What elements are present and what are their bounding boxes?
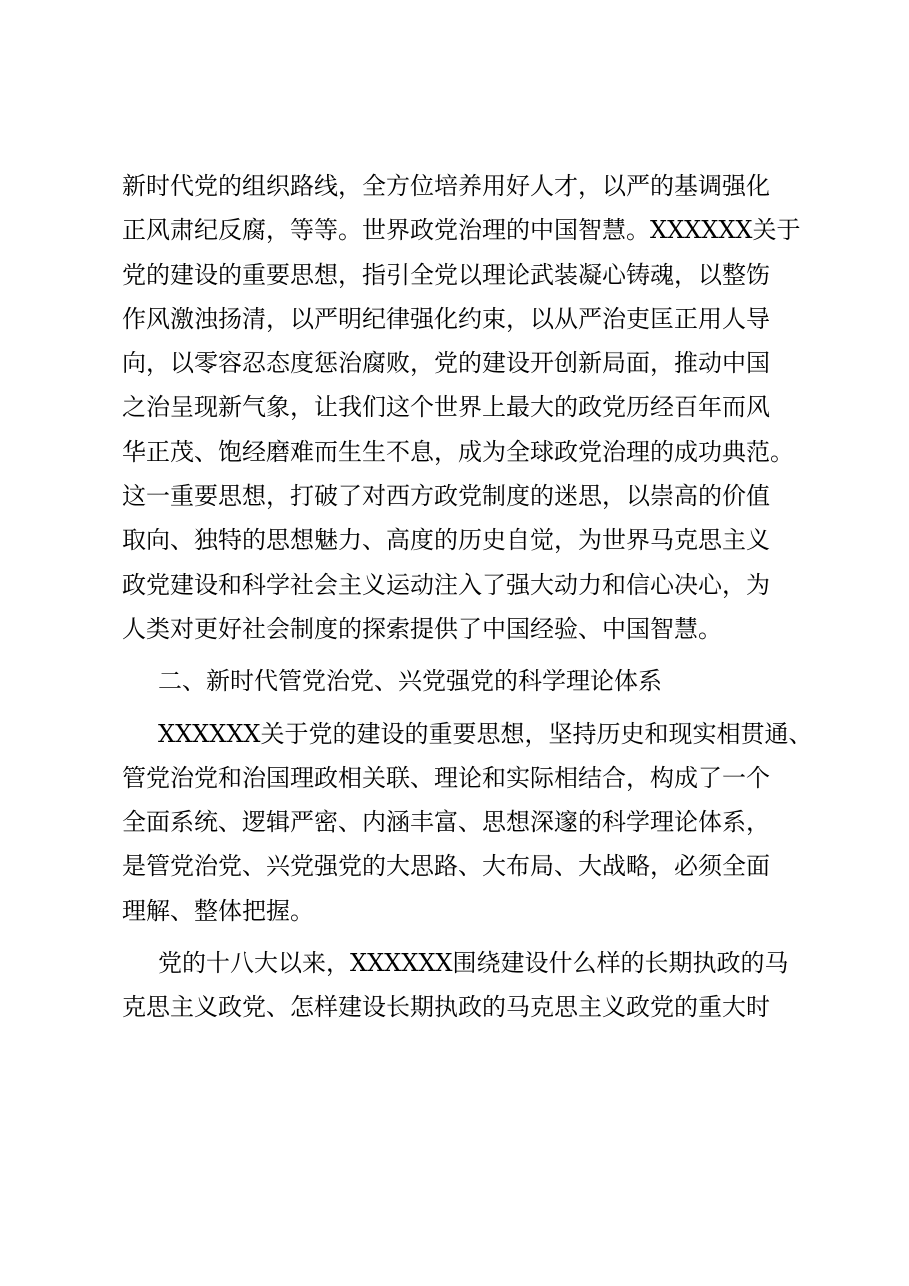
- section-heading: [122, 659, 812, 703]
- text-line: 理解、整体把握。: [122, 896, 314, 925]
- text-line: 取向、独特的思想魅力、高度的历史自觉，为世界马克思主义: [122, 526, 770, 555]
- text-line: 正风肃纪反腐，等等。世界政党治理的中国智慧。XXXXXX关于: [122, 216, 801, 245]
- text-line: 克思主义政党、怎样建设长期执政的马克思主义政党的重大时: [122, 993, 770, 1022]
- heading-text: 二、新时代管党治党、兴党强党的科学理论体系: [158, 667, 662, 696]
- text-line: 人类对更好社会制度的探索提供了中国经验、中国智慧。: [122, 614, 722, 643]
- text-line: 党的十八大以来，XXXXXX围绕建设什么样的长期执政的马: [158, 949, 789, 978]
- text-line: 向，以零容忍态度惩治腐败，党的建设开创新局面，推动中国: [122, 349, 770, 378]
- text-line: 党的建设的重要思想，指引全党以理论武装凝心铸魂，以整饬: [122, 260, 770, 289]
- text-line: 这一重要思想，打破了对西方政党制度的迷思，以崇高的价值: [122, 482, 770, 511]
- text-line: 是管党治党、兴党强党的大思路、大布局、大战略，必须全面: [122, 852, 770, 881]
- paragraph-1: [122, 164, 812, 651]
- text-line: 华正茂、饱经磨难而生生不息，成为全球政党治理的成功典范。: [122, 437, 794, 466]
- text-line: 作风激浊扬清，以严明纪律强化约束，以从严治吏匡正用人导: [122, 304, 770, 333]
- paragraph-2: [122, 712, 812, 933]
- text-line: 全面系统、逻辑严密、内涵丰富、思想深邃的科学理论体系，: [122, 808, 770, 837]
- text-line: 政党建设和科学社会主义运动注入了强大动力和信心决心，为: [122, 570, 770, 599]
- text-line: 管党治党和治国理政相关联、理论和实际相结合，构成了一个: [122, 763, 770, 792]
- text-line: 之治呈现新气象，让我们这个世界上最大的政党历经百年而风: [122, 393, 770, 422]
- text-line: 新时代党的组织路线，全方位培养用好人才，以严的基调强化: [122, 172, 770, 200]
- document-body: [122, 164, 812, 1030]
- text-line: XXXXXX关于党的建设的重要思想，坚持历史和现实相贯通、: [158, 719, 813, 748]
- paragraph-3: [122, 941, 812, 1030]
